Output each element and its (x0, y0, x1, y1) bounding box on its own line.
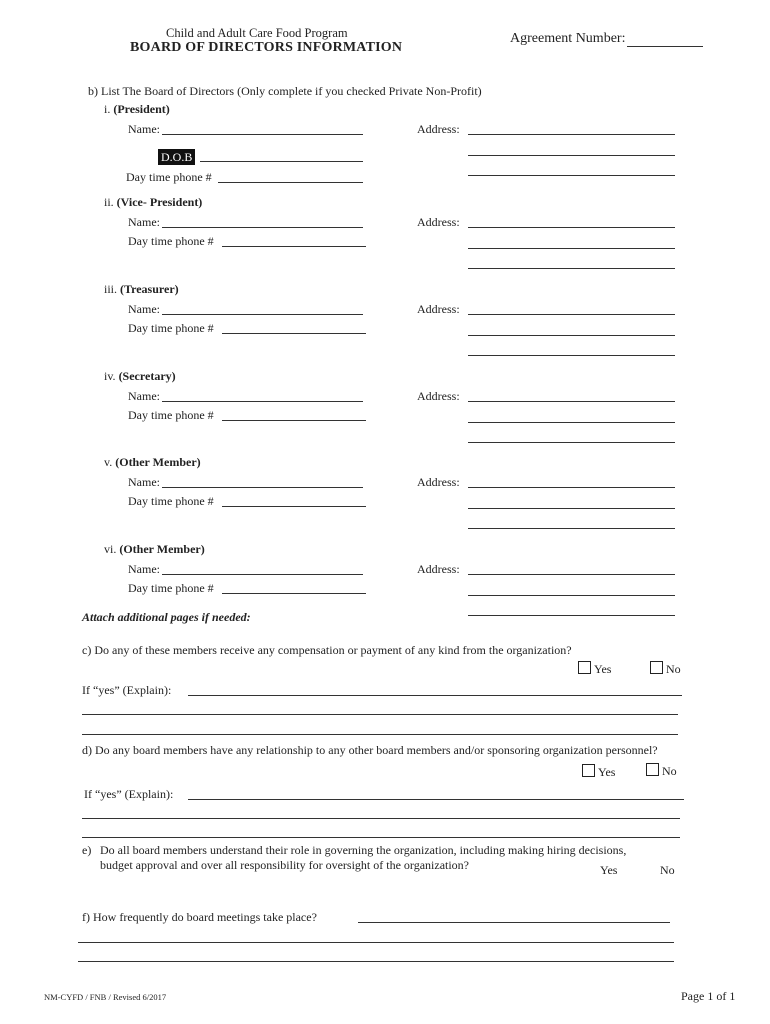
address-label: Address: (417, 475, 460, 489)
member-heading-other-member-2 (104, 542, 205, 557)
section-e-label: e) (82, 843, 92, 857)
address-label: Address: (417, 302, 460, 316)
agreement-number-field[interactable] (627, 46, 703, 47)
name-label: Name: (128, 389, 160, 403)
page-number: Page 1 of 1 (681, 989, 736, 1003)
address-field-3-vice-president[interactable] (468, 268, 675, 269)
yes-label: Yes (598, 765, 616, 779)
no-label: No (662, 764, 677, 778)
form-id: NM-CYFD / FNB / Revised 6/2017 (44, 992, 167, 1002)
address-field-3-secretary[interactable] (468, 442, 675, 443)
program-name: Child and Adult Care Food Program (166, 26, 348, 40)
yes-checkbox[interactable] (578, 661, 591, 674)
section-c-explain-line-3[interactable] (82, 734, 678, 735)
section-f-question: f) How frequently do board meetings take place? (82, 910, 317, 924)
section-d-explain-line-1[interactable] (188, 799, 684, 800)
section-f-answer-line-3[interactable] (78, 961, 674, 962)
name-field-secretary[interactable] (162, 401, 363, 402)
section-d-explain-line-2[interactable] (82, 818, 680, 819)
member-heading-president (104, 102, 170, 117)
name-label: Name: (128, 475, 160, 489)
address-field-2-secretary[interactable] (468, 422, 675, 423)
member-numeral: ii. (104, 195, 114, 209)
address-field-1-other-member-2[interactable] (468, 574, 675, 575)
section-d-yes-option[interactable] (582, 764, 615, 780)
phone-field-treasurer[interactable] (222, 333, 366, 334)
phone-label: Day time phone # (128, 494, 214, 508)
section-b-intro: b) List The Board of Directors (Only complete if you checked Private Non-Profit) (88, 84, 482, 98)
section-d-explain-line-3[interactable] (82, 837, 680, 838)
section-c-question: c) Do any of these members receive any compensation or payment of any kind from the organization? (82, 643, 572, 657)
section-c-yes-option[interactable] (578, 661, 611, 677)
phone-label: Day time phone # (128, 408, 214, 422)
address-field-3-treasurer[interactable] (468, 355, 675, 356)
member-heading-vice-president (104, 195, 202, 210)
address-label: Address: (417, 215, 460, 229)
section-f-answer-line-2[interactable] (78, 942, 674, 943)
section-c-explain-line-2[interactable] (82, 714, 678, 715)
member-numeral: i. (104, 102, 111, 116)
no-checkbox[interactable] (646, 763, 659, 776)
no-label: No (666, 662, 681, 676)
section-d-no-option[interactable] (646, 763, 677, 779)
section-d-explain-label: If “yes” (Explain): (84, 787, 174, 801)
name-field-other-member-2[interactable] (162, 574, 363, 575)
address-label: Address: (417, 122, 460, 136)
address-field-1-vice-president[interactable] (468, 227, 675, 228)
address-field-3-other-member-2[interactable] (468, 615, 675, 616)
address-field-1-treasurer[interactable] (468, 314, 675, 315)
dob-label (158, 148, 195, 166)
member-role: (Vice- President) (116, 195, 203, 209)
section-e-line-2: budget approval and over all responsibility for oversight of the organization? (100, 858, 470, 872)
phone-field-president[interactable] (218, 182, 363, 183)
section-f-answer-line-1[interactable] (358, 922, 670, 923)
member-heading-secretary (104, 369, 176, 384)
phone-field-vice-president[interactable] (222, 246, 366, 247)
member-role: (Other Member) (119, 542, 205, 556)
name-field-vice-president[interactable] (162, 227, 363, 228)
address-field-2-president[interactable] (468, 155, 675, 156)
member-numeral: iv. (104, 369, 116, 383)
phone-label: Day time phone # (126, 170, 212, 184)
phone-label: Day time phone # (128, 234, 214, 248)
address-field-1-other-member-1[interactable] (468, 487, 675, 488)
section-e-line-1: Do all board members understand their role in governing the organization, including making hiring decisions, (100, 843, 627, 857)
section-e-no-option[interactable]: No (660, 863, 675, 877)
phone-field-secretary[interactable] (222, 420, 366, 421)
name-field-treasurer[interactable] (162, 314, 363, 315)
phone-field-other-member-2[interactable] (222, 593, 366, 594)
member-role: (President) (113, 102, 170, 116)
member-role: (Secretary) (118, 369, 176, 383)
section-e-yes-option[interactable]: Yes (600, 863, 618, 877)
address-label: Address: (417, 562, 460, 576)
agreement-number-label: Agreement Number: (510, 31, 626, 46)
phone-label: Day time phone # (128, 581, 214, 595)
address-field-2-other-member-1[interactable] (468, 508, 675, 509)
name-label: Name: (128, 122, 160, 136)
name-label: Name: (128, 302, 160, 316)
phone-label: Day time phone # (128, 321, 214, 335)
attach-note: Attach additional pages if needed: (82, 610, 251, 624)
phone-field-other-member-1[interactable] (222, 506, 366, 507)
page-title: BOARD OF DIRECTORS INFORMATION (130, 40, 403, 55)
section-d-question: d) Do any board members have any relationship to any other board members and/or sponsoring organization personnel? (82, 743, 658, 757)
name-field-other-member-1[interactable] (162, 487, 363, 488)
address-field-2-other-member-2[interactable] (468, 595, 675, 596)
address-label: Address: (417, 389, 460, 403)
name-label: Name: (128, 215, 160, 229)
yes-label: Yes (594, 662, 612, 676)
member-heading-other-member-1 (104, 455, 201, 470)
yes-checkbox[interactable] (582, 764, 595, 777)
section-c-explain-line-1[interactable] (188, 695, 682, 696)
address-field-3-other-member-1[interactable] (468, 528, 675, 529)
address-field-1-secretary[interactable] (468, 401, 675, 402)
member-role: (Treasurer) (120, 282, 179, 296)
dob-label-text: D.O.B (158, 149, 195, 165)
member-numeral: v. (104, 455, 113, 469)
member-numeral: iii. (104, 282, 118, 296)
no-checkbox[interactable] (650, 661, 663, 674)
name-label: Name: (128, 562, 160, 576)
dob-field-president[interactable] (200, 161, 363, 162)
address-field-3-president[interactable] (468, 175, 675, 176)
member-numeral: vi. (104, 542, 117, 556)
name-field-president[interactable] (162, 134, 363, 135)
address-field-1-president[interactable] (468, 134, 675, 135)
member-heading-treasurer (104, 282, 179, 297)
address-field-2-vice-president[interactable] (468, 248, 675, 249)
member-role: (Other Member) (115, 455, 201, 469)
address-field-2-treasurer[interactable] (468, 335, 675, 336)
section-c-no-option[interactable] (650, 661, 681, 677)
section-c-explain-label: If “yes” (Explain): (82, 683, 172, 697)
